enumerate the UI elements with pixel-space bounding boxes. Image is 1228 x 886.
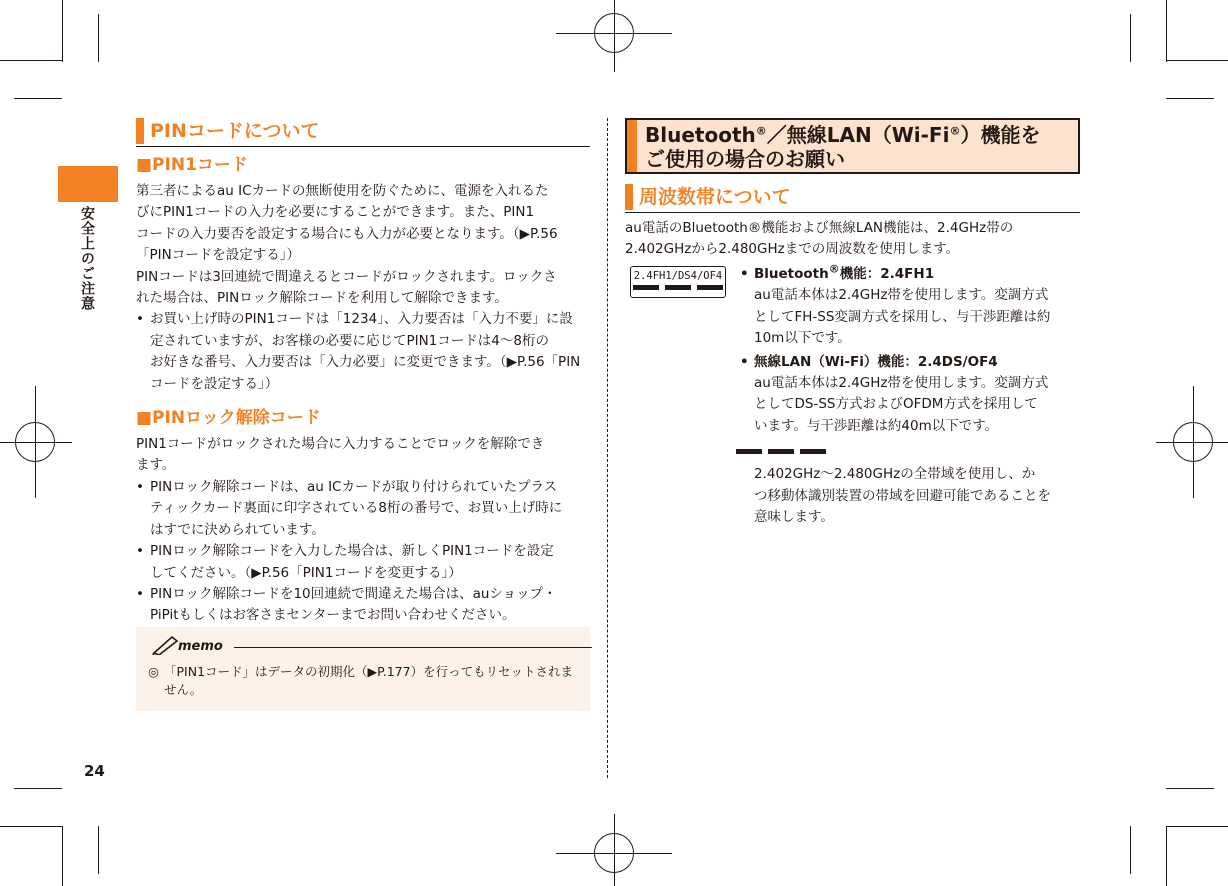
pin1-paragraph-line: 第三者によるau ICカードの無断使用を防ぐために、電源を入れるた (136, 183, 549, 199)
list-item (136, 477, 590, 541)
unlock-body (136, 434, 590, 627)
pin1-paragraph-line: PINコードは3回連続で間違えるとコードがロックされます。ロックさ (136, 268, 557, 285)
list-item (136, 309, 590, 395)
page-number: 24 (84, 762, 105, 780)
frequency-specs (740, 264, 1082, 528)
title-line-2: ご使用の場合のお願い (645, 147, 845, 171)
pin1-body (136, 181, 590, 395)
bullet-line: ティックカード裏面に印字されている8桁の番号で、お買い上げ時に (150, 500, 563, 517)
bullet-line: してください。（▶P.56「PIN1コードを変更する」） (150, 564, 462, 581)
bullet-line: お好きな番号、入力要否は「入力必要」に変更できます。（▶P.56「PIN (150, 354, 581, 371)
memo-rule (234, 647, 592, 648)
unlock-paragraph-line: ます。 (136, 457, 176, 474)
spec-line: としてDS-SS方式およびOFDM方式を採用して (754, 396, 1038, 413)
bullet-line: PINロック解除コードを入力した場合は、新しくPIN1コードを設定 (150, 543, 554, 560)
spec-line: としてFH-SS変調方式を採用し、与干渉距離は約 (754, 308, 1051, 325)
bullet-line: 定されていますが、お客様の必要に応じてPIN1コードは4～8桁の (150, 332, 549, 349)
spec-heading: Bluetooth®機能：2.4FH1 (754, 262, 935, 282)
band-dash-icon (631, 285, 725, 290)
band-note-line: つ移動体識別装置の帯域を回避可能であることを (754, 487, 1051, 504)
list-item (136, 541, 590, 584)
band-dash-icon (736, 449, 1082, 454)
memo-label: memo (178, 639, 223, 654)
list-item (136, 584, 590, 627)
memo-line: せん。 (164, 682, 203, 697)
spec-line: 10m以下です。 (754, 330, 851, 347)
bullet-dot: • (740, 353, 749, 370)
pin1-paragraph-line: コードの入力要否を設定する場合にも入力が必要となります。（▶P.56 (136, 225, 558, 242)
spec-heading: 無線LAN（Wi-Fi）機能：2.4DS/OF4 (754, 353, 998, 370)
spec-line: au電話本体は2.4GHz帯を使用します。変調方式 (754, 375, 1049, 392)
frequency-label-icon (630, 266, 726, 298)
title-bar (627, 120, 637, 172)
bullet-line: PiPitもしくはお客さまセンターまでお問い合わせください。 (150, 607, 516, 624)
pin-section-title: PINコードについて (150, 120, 320, 142)
heading-bar (136, 118, 144, 144)
bullet-line: コードを設定する」） (150, 375, 279, 392)
pin1-paragraph-line: びにPIN1コードの入力を必要にすることができます。また、PIN1 (136, 204, 535, 221)
frequency-section-title: 周波数帯について (639, 186, 791, 208)
bullet-dot: • (136, 478, 144, 495)
spec-item-wifi (740, 352, 1082, 438)
memo-header (150, 635, 580, 657)
bullet-dot: • (136, 543, 144, 560)
sidebar-tab[interactable] (58, 166, 118, 202)
spec-item-bluetooth (740, 264, 1082, 350)
pin1-paragraph-line: 「PINコードを設定する」） (136, 247, 300, 264)
pin1-heading: ■PIN1コード (136, 155, 248, 175)
memo-box (136, 627, 590, 711)
intro-line: 2.402GHzから2.480GHzまでの周波数を使用します。 (625, 241, 960, 258)
memo-line: 「PIN1コード」はデータの初期化（▶P.177）を行ってもリセットされま (164, 664, 573, 679)
bullet-dot: • (136, 311, 144, 328)
title-line-1: Bluetooth®／無線LAN（Wi-Fi®）機能を (645, 123, 1041, 147)
intro-line: au電話のBluetooth®機能および無線LAN機能は、2.4GHz帯の (625, 220, 1014, 236)
band-note-line: 2.402GHz～2.480GHzの全帯域を使用し、か (754, 466, 1036, 483)
unlock-paragraph-line: PIN1コードがロックされた場合に入力することでロックを解除でき (136, 436, 545, 453)
pencil-icon (150, 635, 180, 655)
bullet-line: はすでに決められています。 (150, 521, 325, 538)
memo-note (148, 663, 580, 699)
heading-bar (625, 184, 633, 210)
bullet-line: PINロック解除コードを10回連続で間違えた場合は、auショップ・ (150, 585, 557, 602)
band-note (740, 464, 1082, 528)
bluetooth-title (627, 120, 1078, 171)
bullet-line: お買い上げ時のPIN1コードは「1234」、入力要否は「入力不要」に設 (150, 311, 573, 328)
band-note-line: 意味します。 (754, 509, 834, 526)
pin1-paragraph-line: れた場合は、PINロック解除コードを利用して解除できます。 (136, 290, 508, 307)
unlock-heading: ■PINロック解除コード (136, 408, 321, 429)
bullet-dot: • (740, 266, 749, 282)
spec-line: au電話本体は2.4GHz帯を使用します。変調方式 (754, 287, 1049, 304)
frequency-label-text: 2.4FH1/DS4/OF4 (633, 270, 723, 282)
sidebar-label: 安全上のご注意 (79, 206, 95, 311)
pin-section-heading (136, 118, 590, 147)
bullet-dot: • (136, 585, 144, 602)
column-divider (607, 118, 608, 778)
frequency-section-heading (625, 184, 1080, 213)
left-column (136, 118, 590, 627)
frequency-intro (625, 218, 1080, 261)
bullet-line: PINロック解除コードは、au ICカードが取り付けられていたプラス (150, 478, 558, 495)
spec-line: います。与干渉距離は約40m以下です。 (754, 417, 999, 434)
bluetooth-title-box (625, 118, 1080, 174)
memo-mark: ◎ (148, 664, 159, 679)
